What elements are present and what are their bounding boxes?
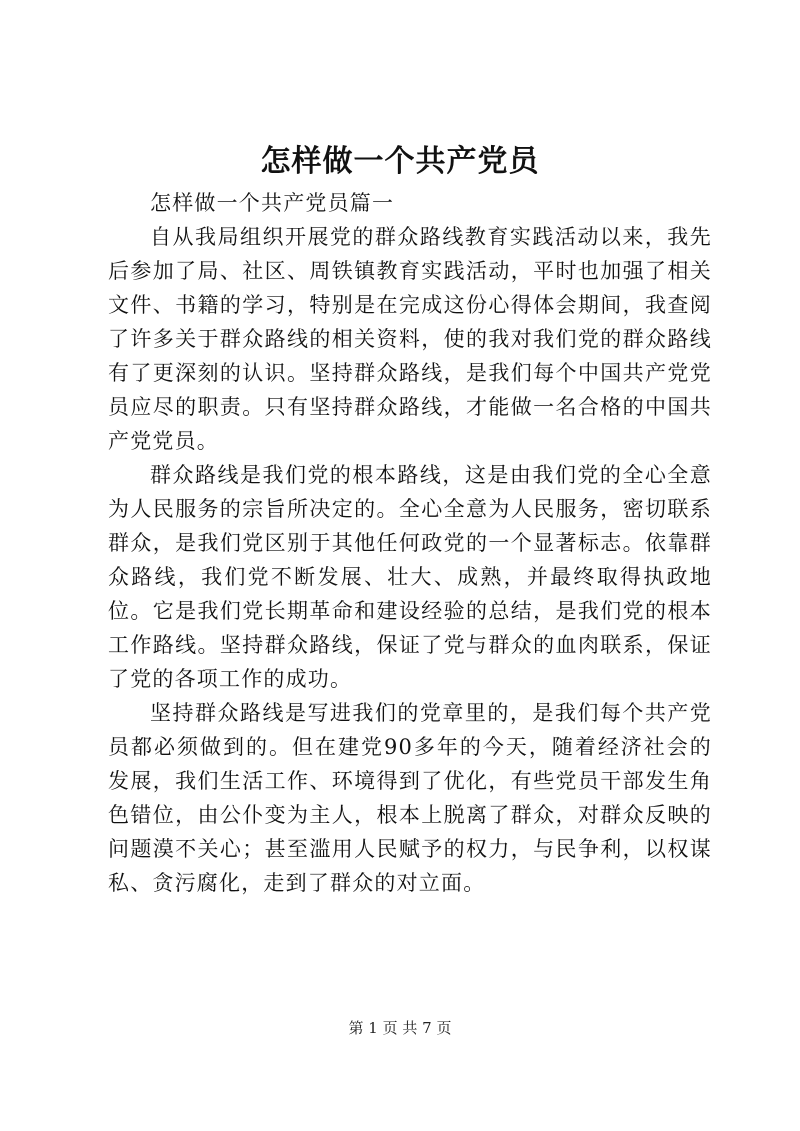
paragraph: 群众路线是我们党的根本路线，这是由我们党的全心全意为人民服务的宗旨所决定的。全心全意为人民服务，密切联系群众，是我们党区别于其他任何政党的一个显著标志。依靠群众路线，我们党不断发展、壮大、成熟，并最终取得执政地位。它是我们党长期革命和建设经验的总结，是我们党的根本工作路线。坚持群众路线，保证了党与群众的血肉联系，保证了党的各项工作的成功。	[108, 463, 712, 691]
paragraph: 自从我局组织开展党的群众路线教育实践活动以来，我先后参加了局、社区、周铁镇教育实践活动，平时也加强了相关文件、书籍的学习，特别是在完成这份心得体会期间，我查阅了许多关于群众路线的相关资料，使的我对我们党的群众路线有了更深刻的认识。坚持群众路线，是我们每个中国共产党党员应尽的职责。只有坚持群众路线，才能做一名合格的中国共产党党员。	[108, 225, 712, 453]
section-heading: 怎样做一个共产党员篇一	[150, 191, 395, 215]
document-title: 怎样做一个共产党员	[260, 144, 540, 179]
document-body	[108, 186, 712, 900]
page-footer: 第 1 页 共 7 页	[348, 1019, 452, 1037]
paragraph: 坚持群众路线是写进我们的党章里的，是我们每个共产党员都必须做到的。但在建党90多年的今天，随着经济社会的发展，我们生活工作、环境得到了优化，有些党员干部发生角色错位，由公仆变为主人，根本上脱离了群众，对群众反映的问题漠不关心；甚至滥用人民赋予的权力，与民争利，以权谋私、贪污腐化，走到了群众的对立面。	[108, 701, 712, 895]
